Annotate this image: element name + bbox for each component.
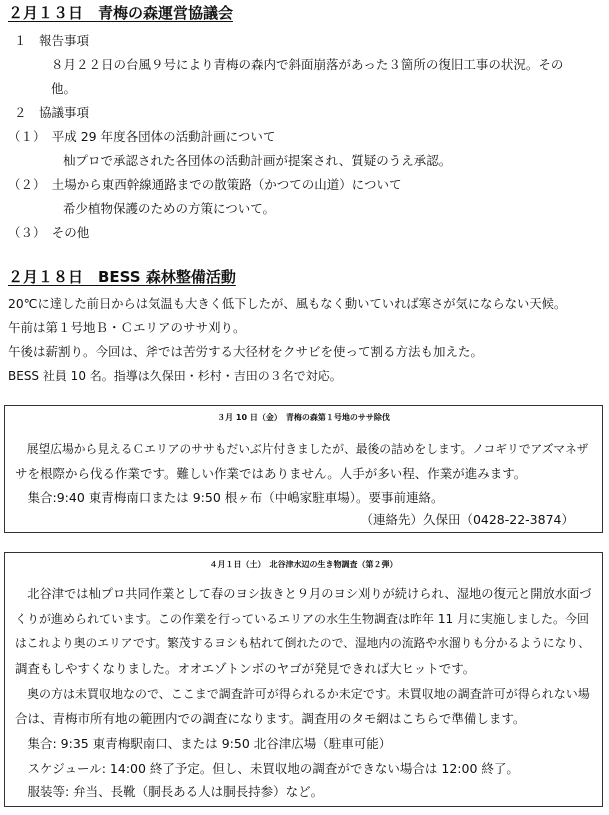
event-title-mar10: ３月 10 日（金） 青梅の森第１号地のササ除伐 [217,413,390,422]
event-title-apr1: ４月１日（土） 北谷津水辺の生き物調査（第２弾） [209,560,398,569]
report-items-text: ８月２２日の台風９号により青梅の森内で斜面崩落があった３箇所の復旧工事の状況。その [51,57,564,72]
event-box-apr1 [4,552,603,807]
discussion-sub1-label: （１） 平成 29 年度各団体の活動計画について [8,129,276,144]
event-apr1-line-4: 調査もしやすくなりました。オオエゾトンボのヤゴが発見できれば大ヒットです。 [15,661,476,676]
report-items-text-cont: 他。 [51,81,77,96]
event-apr1-line-5: 奥の方は未買収地なので、ここまで調査許可が得られるか未定です。未買収地の調査許可が得られない場 [15,687,590,701]
event-mar10-contact: （連絡先）久保田（0428-22-3874） [360,512,574,527]
bess-line-1: 20℃に達した前日からは気温も大きく低下したが、風もなく動いていれば寒さが気にならない天候。 [8,297,567,311]
event-apr1-line-1: 北谷津では杣プロ共同作業として春のヨシ抜きと９月のヨシ刈りが続けられ、湿地の復元と開放水面づ [15,587,592,601]
event-apr1-line-2: くりが進められています。この作業を行っているエリアの水生生物調査は昨年 11 月に実施しました。今回 [15,612,589,626]
bess-line-2: 午前は第１号地Ｂ・Ｃエリアのササ刈り。 [8,320,246,335]
event-mar10-line-3: 集合:9:40 東青梅南口または 9:50 根ヶ布（中嶋家駐車場）。要事前連絡。 [15,490,444,505]
bess-line-3: 午後は薪割り。今回は、斧では苦労する大径材をクサビを使って割る方法も加えた。 [8,344,484,359]
event-apr1-meeting: 集合: 9:35 東青梅駅南口、または 9:50 北谷津広場（駐車可能） [15,736,392,751]
discussion-sub1-text: 杣プロで承認された各団体の活動計画が提案され、質疑のうえ承認。 [63,153,452,168]
discussion-items-label: ２ 協議事項 [14,105,90,120]
event-apr1-schedule: スケジュール: 14:00 終了予定。但し、未買収地の調査ができない場合は 12:00 終了。 [15,761,519,776]
report-items-label: １ 報告事項 [14,33,90,48]
event-mar10-line-1: 展望広場から見えるＣエリアのササもだいぶ片付きましたが、最後の詰めをします。ノコギリでアズマネザ [15,442,589,456]
section-heading-feb18: ２月１８日 BESS 森林整備活動 [8,268,236,286]
event-mar10-line-2: サを根際から伐る作業です。難しい作業ではありません。人手が多い程、作業が進みます。 [15,466,527,481]
event-apr1-line-6: 合は、青梅市所有地の範囲内での調査になります。調査用のタモ網はこちらで準備します。 [15,711,526,726]
event-apr1-line-3: はこれより奥のエリアです。繁茂するヨシも枯れて倒れたので、湿地内の流路や水溜りも分かるようになり、 [15,636,590,650]
bess-line-4: BESS 社員 10 名。指導は久保田・杉村・吉田の３名で対応。 [8,369,342,383]
discussion-sub2-text: 希少植物保護のための方策について。 [63,201,276,216]
discussion-sub2-label: （２） 土場から東西幹線通路までの散策路（かつての山道）について [8,177,402,192]
discussion-sub3-label: （３） その他 [8,225,90,240]
event-apr1-clothing: 服装等: 弁当、長靴（胴長ある人は胴長持参）など。 [15,784,324,799]
section-heading-feb13: ２月１３日 青梅の森運営協議会 [8,4,234,22]
event-box-mar10 [4,405,603,533]
